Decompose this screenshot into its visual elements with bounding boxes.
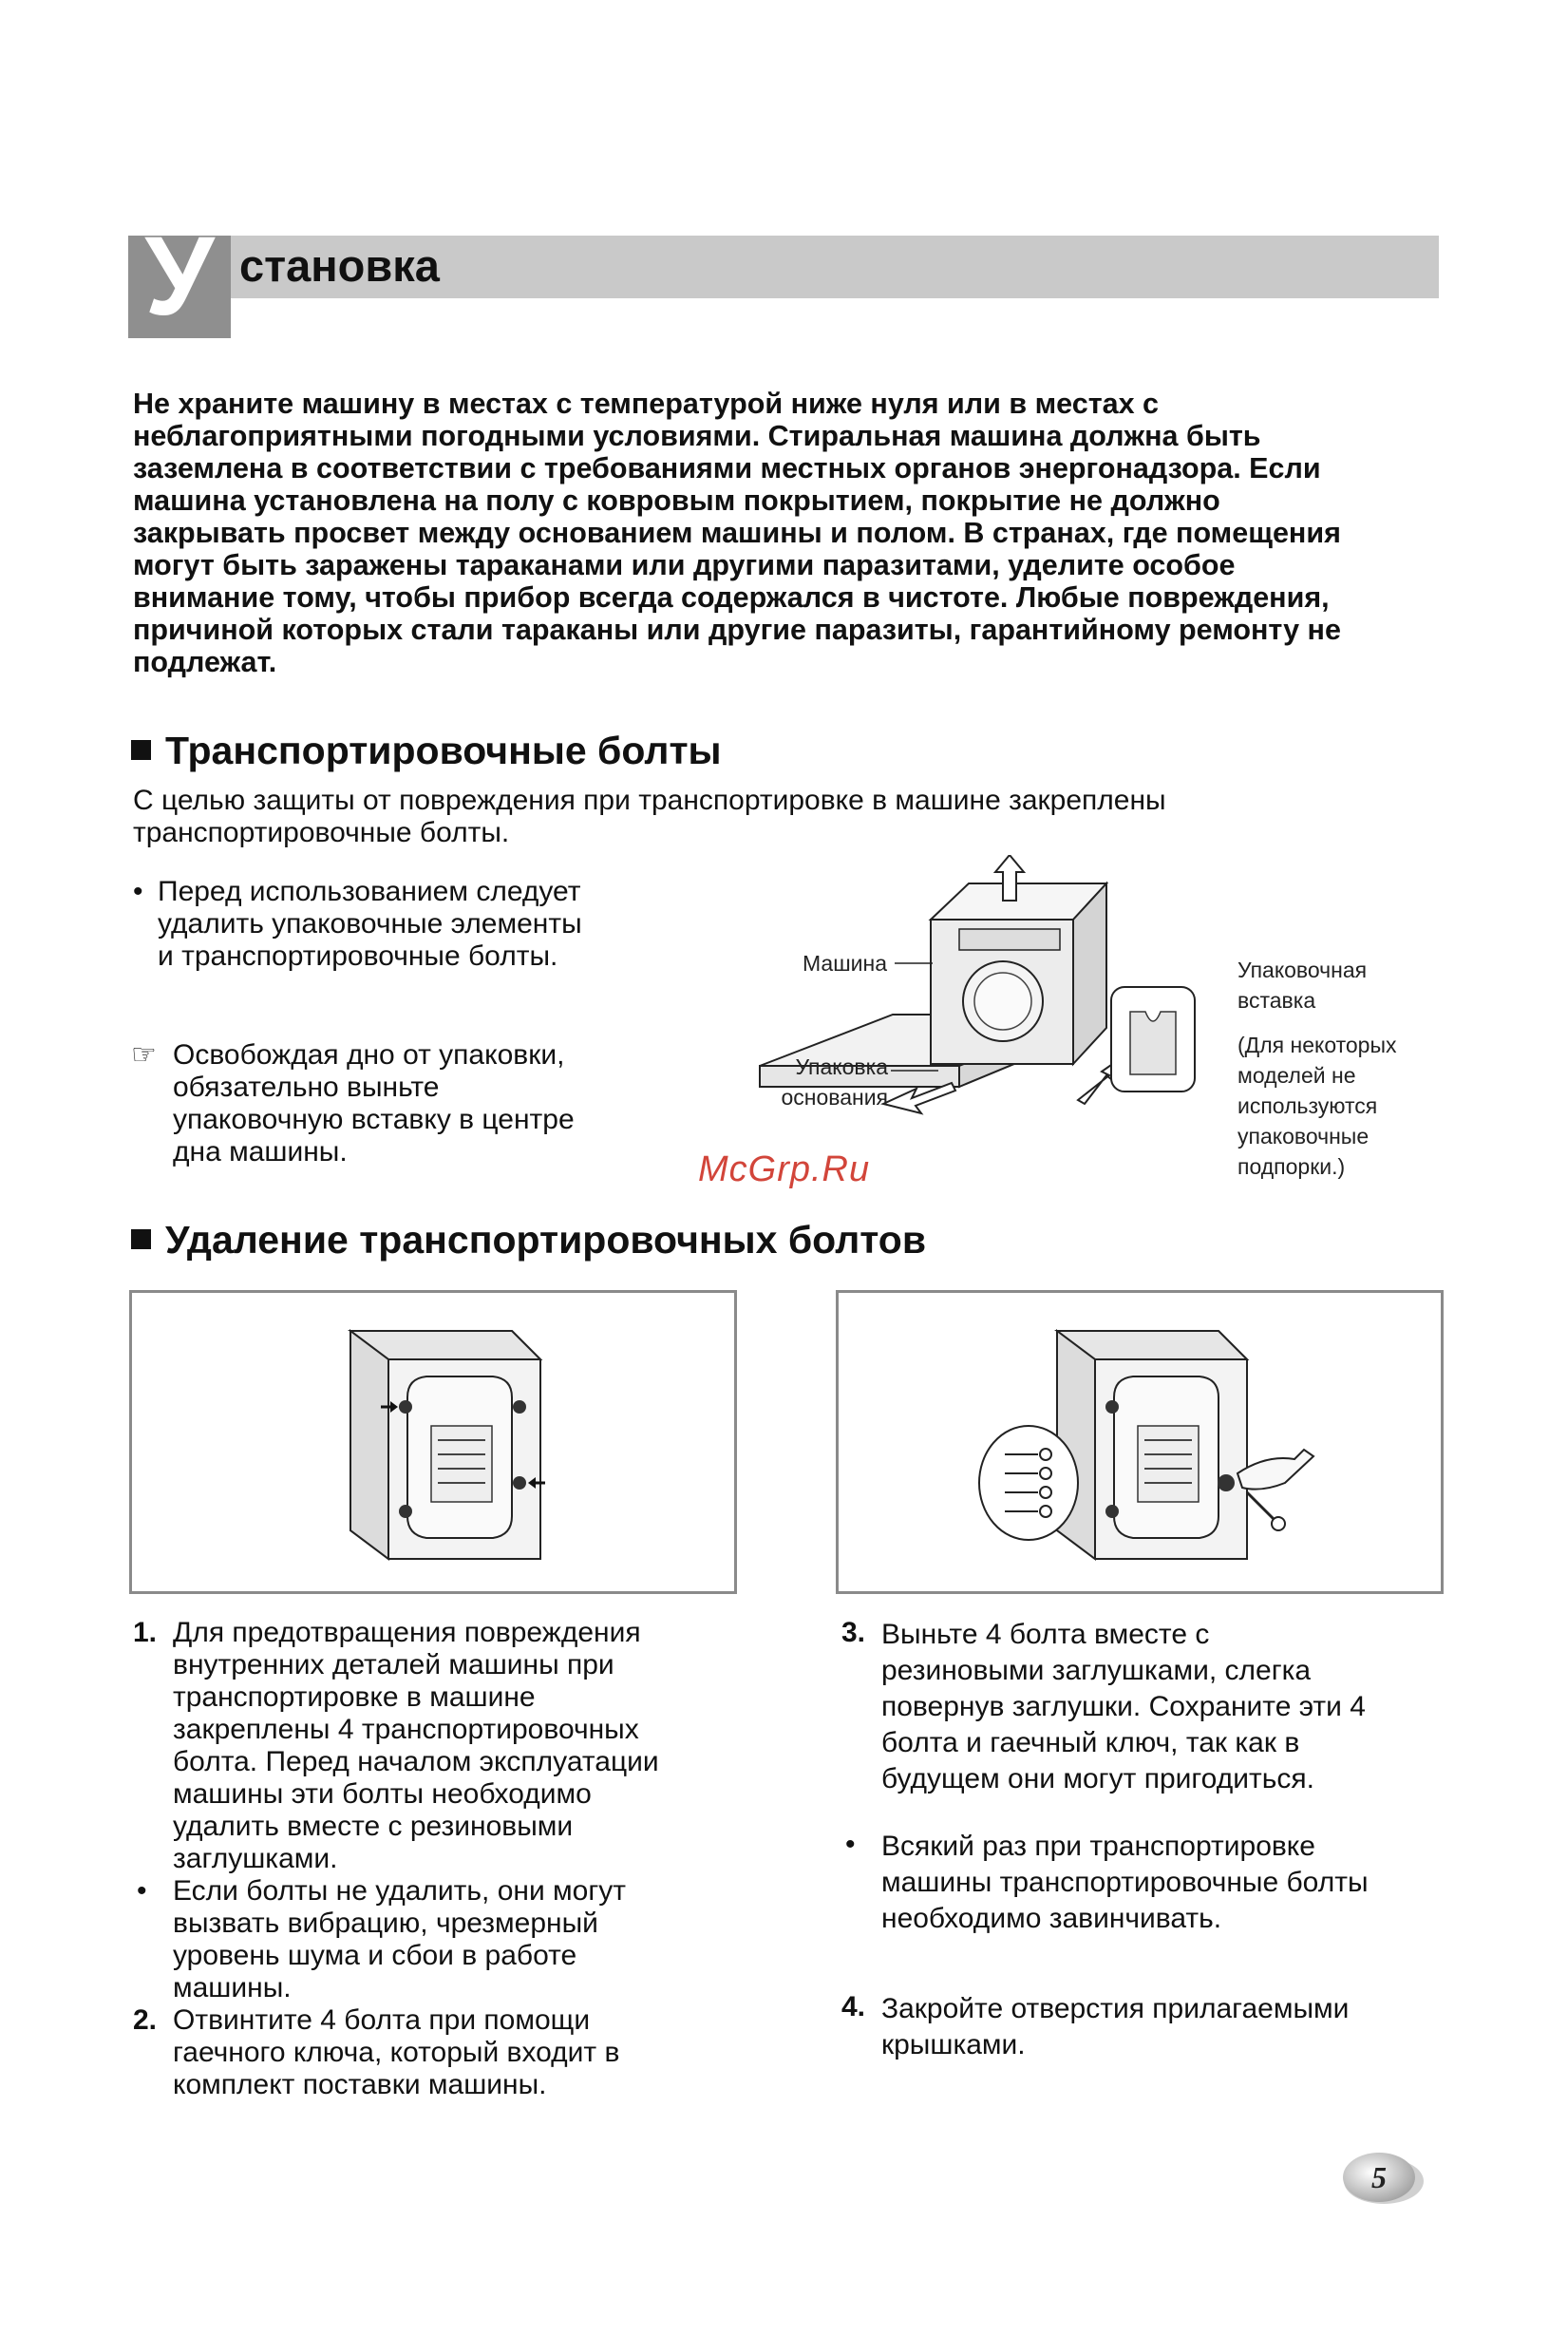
machine-back-unscrew-illustration xyxy=(132,1293,734,1591)
leader-line-base xyxy=(891,1069,938,1073)
bolts-removal-illustration xyxy=(839,1293,1441,1591)
bullet-mark: • xyxy=(137,1875,147,1907)
leader-line-machine xyxy=(895,961,933,965)
page-number-badge xyxy=(1339,2149,1425,2208)
header-initial-letter: У xyxy=(144,214,215,339)
page-title: становка xyxy=(239,240,440,291)
step-number: 2. xyxy=(133,2004,158,2036)
label-machine: Машина xyxy=(803,951,888,976)
label-insert-note: (Для некоторых моделей не используются упаковочные подпорки.) xyxy=(1237,1033,1397,1179)
intro-line: закрывать просвет между основанием машины и полом. В странах, где помещения xyxy=(133,517,1341,549)
step-number: 1. xyxy=(133,1617,158,1648)
unpacking-illustration xyxy=(741,855,1140,1168)
section1-note: ☞ Освобождая дно от упаковки, обязательно выньте упаковочную вставку в центре дна машины. xyxy=(131,1039,575,1168)
step-2: 2. Отвинтите 4 болта при помощи гаечного ключа, который входит в комплект поставки машины. xyxy=(133,2004,620,2100)
label-base-packing: Упаковка основания xyxy=(781,1054,888,1110)
pointing-hand-icon: ☞ xyxy=(131,1039,157,1071)
bullet-reinstall: • Всякий раз при транспортировке машины транспортировочные болты необходимо завинчивать. xyxy=(845,1829,1369,1934)
step-4: 4. Закройте отверстия прилагаемыми крышками. xyxy=(841,1991,1350,2060)
intro-line: подлежат. xyxy=(133,646,277,678)
page-number: 5 xyxy=(1371,2160,1387,2194)
figure-frame-left xyxy=(129,1290,737,1594)
figure-frame-right xyxy=(836,1290,1444,1594)
step-number: 4. xyxy=(841,1991,866,2022)
intro-line: могут быть заражены тараканами или другими паразитами, уделите особое xyxy=(133,549,1236,581)
intro-line: причиной которых стали тараканы или другие паразиты, гарантийному ремонту не xyxy=(133,614,1341,646)
label-packing-insert: Упаковочная вставка xyxy=(1237,958,1368,1013)
watermark: McGrp.Ru xyxy=(698,1149,871,1189)
step-1: 1. Для предотвращения повреждения внутренних деталей машины при транспортировке в машине закреплены 4 транспортировочных болта. Перед началом эксплуатации машины эти болты необходимо удалить вместе с резиновыми заглушками. xyxy=(133,1617,659,1874)
section1-description: С целью защиты от повреждения при транспортировке в машине закреплены транспортировочные болты. xyxy=(133,785,1166,848)
intro-line: заземлена в соответствии с требованиями местных органов энергонадзора. Если xyxy=(133,452,1321,484)
bullet-mark: • xyxy=(133,876,143,907)
step-3: 3. Выньте 4 болта вместе с резиновыми заглушками, слегка повернув заглушки. Сохраните эти 4 болта и гаечный ключ, так как в будущем они могут пригодиться. xyxy=(841,1617,1366,1794)
section-title-transport-bolts: Транспортировочные болты xyxy=(131,727,722,774)
intro-line: машина установлена на полу с ковровым покрытием, покрытие не должно xyxy=(133,484,1220,517)
section1-bullet: • Перед использованием следует удалить упаковочные элементы и транспортировочные болты. xyxy=(133,876,582,972)
bullet-vibration: • Если болты не удалить, они могут вызвать вибрацию, чрезмерный уровень шума и сбои в работе машины. xyxy=(137,1875,627,2003)
bullet-mark: • xyxy=(845,1829,856,1860)
packing-insert-illustration xyxy=(1102,983,1206,1097)
square-bullet-icon xyxy=(131,740,151,760)
intro-line: Не храните машину в местах с температурой ниже нуля или в местах с xyxy=(133,388,1159,420)
section-title-removing-bolts: Удаление транспортировочных болтов xyxy=(131,1216,926,1263)
intro-line: неблагоприятными погодными условиями. Стиральная машина должна быть xyxy=(133,420,1261,452)
square-bullet-icon xyxy=(131,1229,151,1249)
intro-paragraph xyxy=(133,388,1444,678)
step-number: 3. xyxy=(841,1617,866,1648)
intro-line: внимание тому, чтобы прибор всегда содержался в чистоте. Любые повреждения, xyxy=(133,581,1330,614)
